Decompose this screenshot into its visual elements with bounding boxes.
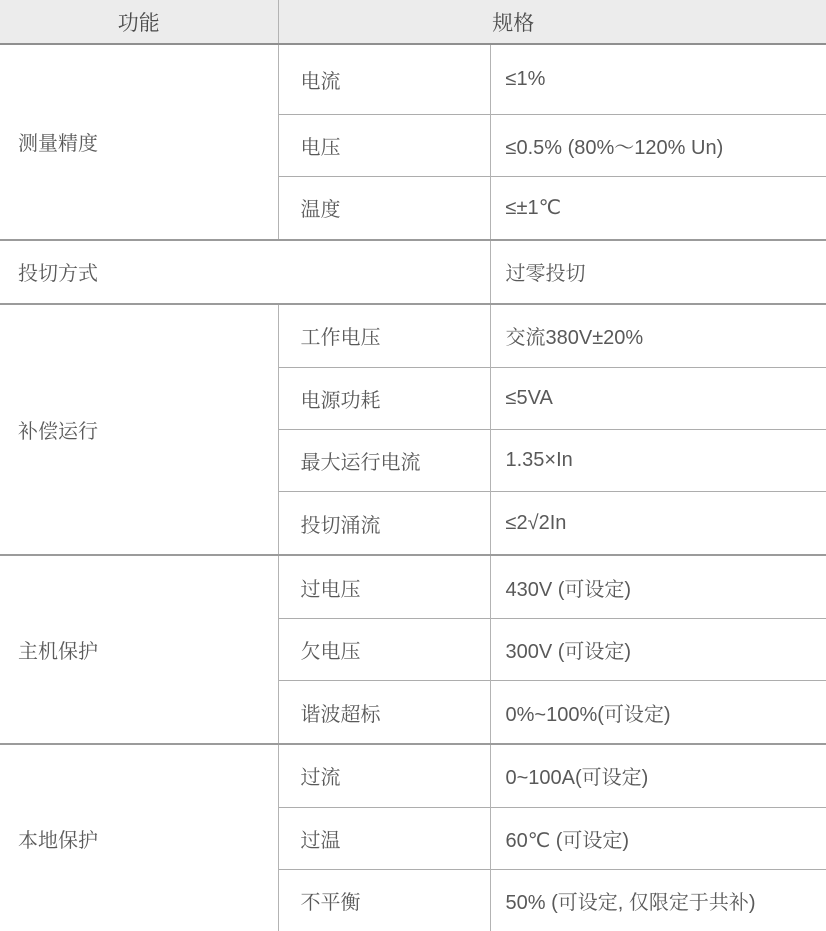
- spec-value: 60℃ (可设定): [490, 807, 826, 869]
- spec-item-label: 最大运行电流: [278, 430, 490, 492]
- spec-item-label: 电压: [278, 114, 490, 176]
- spec-item-label: 工作电压: [278, 304, 490, 367]
- spec-item-label: 温度: [278, 176, 490, 239]
- spec-item-label: 欠电压: [278, 618, 490, 680]
- spec-value: 0~100A(可设定): [490, 744, 826, 807]
- spec-item-label: 投切涌流: [278, 492, 490, 555]
- spec-value: 50% (可设定, 仅限定于共补): [490, 870, 826, 931]
- table-row: [0, 304, 826, 367]
- spec-value: 300V (可设定): [490, 618, 826, 680]
- group-label: 主机保护: [0, 555, 278, 744]
- spec-value: 1.35×In: [490, 430, 826, 492]
- column-header-spec: 规格: [278, 0, 826, 44]
- spec-value: ≤5VA: [490, 367, 826, 429]
- table-row: [0, 744, 826, 807]
- spec-value: ≤1%: [490, 44, 826, 114]
- column-header-function: 功能: [0, 0, 278, 44]
- spec-value: ≤±1℃: [490, 176, 826, 239]
- spec-value: 交流380V±20%: [490, 304, 826, 367]
- group-label: 补偿运行: [0, 304, 278, 555]
- spec-item-label: 过温: [278, 807, 490, 869]
- spec-item-label: 电源功耗: [278, 367, 490, 429]
- spec-item-label: 不平衡: [278, 870, 490, 931]
- spec-value: ≤0.5% (80%～120% Un): [490, 114, 826, 176]
- group-label: 本地保护: [0, 744, 278, 931]
- spec-value: ≤2√2In: [490, 492, 826, 555]
- spec-item-label: 过电压: [278, 555, 490, 618]
- table-row: [0, 240, 826, 304]
- table-header-row: [0, 0, 826, 44]
- group-label: 投切方式: [0, 240, 490, 304]
- spec-item-label: 电流: [278, 44, 490, 114]
- spec-value: 0%~100%(可设定): [490, 681, 826, 744]
- spec-value: 430V (可设定): [490, 555, 826, 618]
- group-label: 测量精度: [0, 44, 278, 240]
- spec-item-label: 过流: [278, 744, 490, 807]
- table-row: [0, 44, 826, 114]
- spec-item-label: 谐波超标: [278, 681, 490, 744]
- table-row: [0, 555, 826, 618]
- spec-value: 过零投切: [490, 240, 826, 304]
